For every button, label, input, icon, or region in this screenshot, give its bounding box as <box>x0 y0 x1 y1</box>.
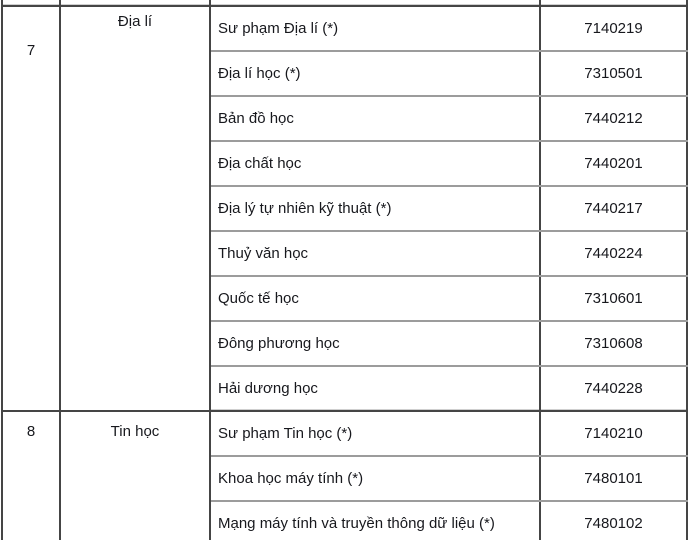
program-name-cell: Thuỷ văn học <box>210 231 540 276</box>
program-name-cell: Hải dương học <box>210 366 540 411</box>
program-code-cell: 7480102 <box>540 501 687 540</box>
program-code-cell: 7140219 <box>540 6 687 51</box>
program-code-cell: 7480101 <box>540 456 687 501</box>
program-name-cell: Địa lý tự nhiên kỹ thuật (*) <box>210 186 540 231</box>
program-code-cell: 7310501 <box>540 51 687 96</box>
program-code-cell: 7140210 <box>540 411 687 456</box>
program-name-cell: Quốc tế học <box>210 276 540 321</box>
program-name-cell: Sư phạm Địa lí (*) <box>210 6 540 51</box>
program-name-cell: Bản đồ học <box>210 96 540 141</box>
program-code-cell: 7440224 <box>540 231 687 276</box>
program-code-cell: 7440201 <box>540 141 687 186</box>
program-code-cell: 7310608 <box>540 321 687 366</box>
program-name-cell: Khoa học máy tính (*) <box>210 456 540 501</box>
subject-cell: Địa lí <box>60 6 210 411</box>
subject-cell: Tin học <box>60 411 210 540</box>
program-name-cell: Đông phương học <box>210 321 540 366</box>
admissions-table <box>1 0 688 540</box>
table-row <box>2 411 687 456</box>
program-name-cell: Sư phạm Tin học (*) <box>210 411 540 456</box>
program-code-cell: 7440212 <box>540 96 687 141</box>
program-name-cell: Địa chất học <box>210 141 540 186</box>
program-name-cell: Mạng máy tính và truyền thông dữ liệu (*) <box>210 501 540 540</box>
group-number-cell: 8 <box>2 411 60 540</box>
program-code-cell: 7440217 <box>540 186 687 231</box>
program-code-cell: 7310601 <box>540 276 687 321</box>
program-code-cell: 7440228 <box>540 366 687 411</box>
program-name-cell: Địa lí học (*) <box>210 51 540 96</box>
table-row <box>2 6 687 51</box>
group-number-cell: 7 <box>2 6 60 411</box>
